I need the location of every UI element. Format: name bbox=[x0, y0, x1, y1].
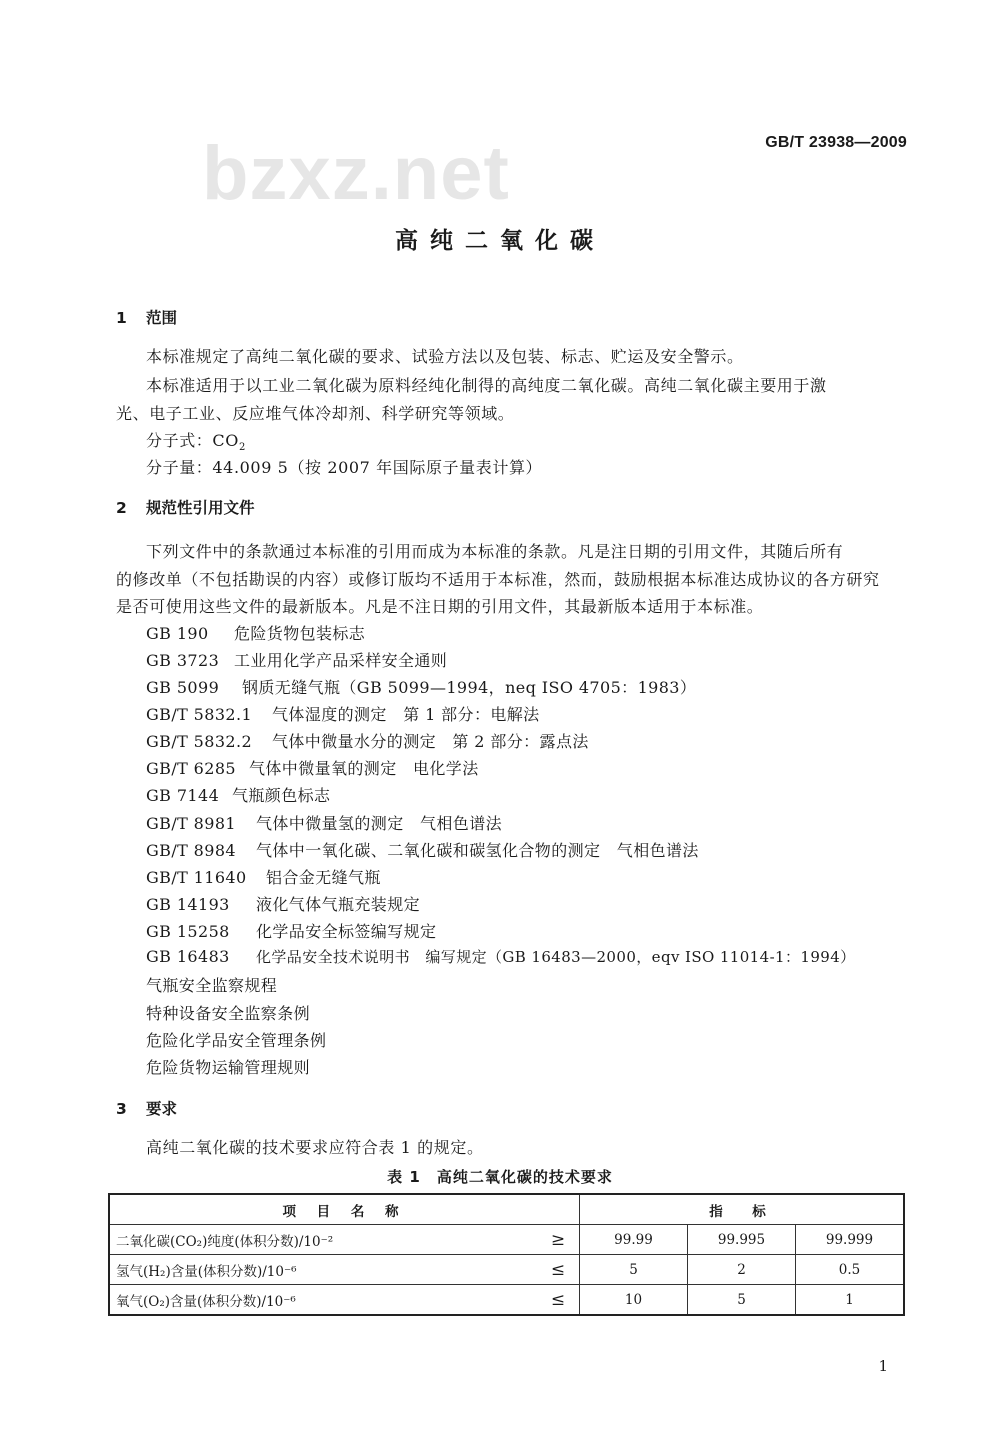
reference-code: GB/T 8981 bbox=[146, 814, 237, 833]
reference-code: GB 15258 bbox=[146, 922, 230, 941]
reference-code: GB/T 8984 bbox=[146, 841, 237, 860]
reference-title: 化学品安全技术说明书 编写规定（GB 16483—2000，eqv ISO 11014-1：1994） bbox=[256, 948, 856, 966]
scope-para-2-line-1: 本标准适用于以工业二氧化碳为原料经纯化制得的高纯度二氧化碳。高纯二氧化碳主要用于激 bbox=[146, 376, 827, 395]
reference-item bbox=[146, 648, 447, 671]
row-value: 2 bbox=[688, 1255, 796, 1285]
row-value: 99.99 bbox=[580, 1225, 688, 1255]
reference-title: 铝合金无缝气瓶 bbox=[266, 868, 381, 887]
row-value: 10 bbox=[580, 1285, 688, 1316]
reference-code: GB/T 11640 bbox=[146, 868, 247, 887]
reference-title: 工业用化学产品采样安全通则 bbox=[234, 651, 448, 670]
watermark: bzxz.net bbox=[202, 131, 510, 216]
requirements-intro: 高纯二氧化碳的技术要求应符合表 1 的规定。 bbox=[146, 1138, 484, 1157]
table-row bbox=[109, 1225, 904, 1255]
reference-title: 化学品安全标签编写规定 bbox=[256, 922, 437, 941]
formula-label: 分子式： bbox=[146, 431, 213, 450]
reference-item bbox=[146, 783, 330, 806]
section-title: 范围 bbox=[146, 309, 178, 327]
formula-co: CO bbox=[212, 431, 239, 450]
reference-title: 气体中微量氢的测定 气相色谱法 bbox=[256, 814, 503, 833]
regulation-item: 危险货物运输管理规则 bbox=[146, 1058, 311, 1077]
page-number: 1 bbox=[878, 1357, 888, 1375]
row-symbol: ≤ bbox=[537, 1255, 580, 1285]
reference-item bbox=[146, 702, 540, 725]
standard-number: GB/T 23938—2009 bbox=[765, 134, 907, 151]
reference-code: GB 5099 bbox=[146, 678, 220, 697]
document-title: 高纯二氧化碳 bbox=[395, 228, 605, 254]
row-item: 氢气(H₂)含量(体积分数)/10⁻⁶ bbox=[109, 1255, 537, 1285]
section-heading-requirements bbox=[116, 1097, 177, 1119]
row-value: 1 bbox=[796, 1285, 905, 1316]
reference-code: GB/T 5832.2 bbox=[146, 732, 253, 751]
reference-item bbox=[146, 811, 502, 834]
section-heading-normative bbox=[116, 496, 255, 518]
reference-title: 气瓶颜色标志 bbox=[232, 786, 331, 805]
reference-code: GB 16483 bbox=[146, 947, 230, 966]
row-symbol: ≤ bbox=[537, 1285, 580, 1316]
reference-code: GB/T 6285 bbox=[146, 759, 237, 778]
table-row bbox=[109, 1255, 904, 1285]
reference-item bbox=[146, 865, 381, 888]
normative-intro-line-3: 是否可使用这些文件的最新版本。凡是不注日期的引用文件，其最新版本适用于本标准。 bbox=[116, 597, 764, 616]
reference-code: GB 190 bbox=[146, 624, 209, 643]
reference-item bbox=[146, 946, 856, 967]
regulation-item: 气瓶安全监察规程 bbox=[146, 976, 278, 995]
scope-para-1: 本标准规定了高纯二氧化碳的要求、试验方法以及包装、标志、贮运及安全警示。 bbox=[146, 347, 744, 366]
reference-item bbox=[146, 892, 420, 915]
reference-title: 气体中微量水分的测定 第 2 部分：露点法 bbox=[272, 732, 589, 751]
requirements-table bbox=[108, 1193, 905, 1316]
table-header-row bbox=[109, 1194, 904, 1225]
reference-item bbox=[146, 729, 589, 752]
reference-code: GB 7144 bbox=[146, 786, 220, 805]
molecular-weight: 分子量：44.009 5（按 2007 年国际原子量表计算） bbox=[146, 458, 543, 477]
row-value: 99.999 bbox=[796, 1225, 905, 1255]
reference-item bbox=[146, 919, 436, 942]
row-value: 5 bbox=[580, 1255, 688, 1285]
row-item: 氧气(O₂)含量(体积分数)/10⁻⁶ bbox=[109, 1285, 537, 1316]
row-symbol: ≥ bbox=[537, 1225, 580, 1255]
row-value: 99.995 bbox=[688, 1225, 796, 1255]
reference-item bbox=[146, 756, 479, 779]
reference-title: 钢质无缝气瓶（GB 5099—1994，neq ISO 4705：1983） bbox=[242, 678, 697, 697]
reference-item bbox=[146, 621, 365, 644]
column-header-item: 项 目 名 称 bbox=[109, 1194, 580, 1225]
reference-title: 气体中一氧化碳、二氧化碳和碳氢化合物的测定 气相色谱法 bbox=[256, 841, 699, 860]
section-number: 3 bbox=[116, 1100, 127, 1118]
normative-intro-line-2: 的修改单（不包括勘误的内容）或修订版均不适用于本标准，然而，鼓励根据本标准达成协议的各方研究 bbox=[116, 570, 880, 589]
reference-code: GB 14193 bbox=[146, 895, 230, 914]
reference-code: GB/T 5832.1 bbox=[146, 705, 253, 724]
formula-subscript: 2 bbox=[238, 442, 246, 454]
section-number: 1 bbox=[116, 309, 127, 327]
regulation-item: 特种设备安全监察条例 bbox=[146, 1004, 311, 1023]
normative-intro-line-1: 下列文件中的条款通过本标准的引用而成为本标准的条款。凡是注日期的引用文件，其随后所有 bbox=[146, 542, 844, 561]
section-heading-scope bbox=[116, 306, 177, 328]
reference-item bbox=[146, 675, 696, 698]
regulation-item: 危险化学品安全管理条例 bbox=[146, 1031, 327, 1050]
row-item: 二氧化碳(CO₂)纯度(体积分数)/10⁻² bbox=[109, 1225, 537, 1255]
reference-item bbox=[146, 838, 699, 861]
reference-title: 气体湿度的测定 第 1 部分：电解法 bbox=[272, 705, 540, 724]
section-number: 2 bbox=[116, 499, 127, 517]
section-title: 要求 bbox=[146, 1100, 178, 1118]
table-row bbox=[109, 1285, 904, 1316]
row-value: 5 bbox=[688, 1285, 796, 1316]
column-header-index: 指 标 bbox=[580, 1194, 905, 1225]
scope-para-2-line-2: 光、电子工业、反应堆气体冷却剂、科学研究等领域。 bbox=[116, 404, 515, 423]
reference-title: 液化气体气瓶充装规定 bbox=[256, 895, 421, 914]
row-value: 0.5 bbox=[796, 1255, 905, 1285]
reference-title: 危险货物包装标志 bbox=[234, 624, 366, 643]
section-title: 规范性引用文件 bbox=[146, 499, 255, 517]
table-caption: 表 1 高纯二氧化碳的技术要求 bbox=[387, 1168, 613, 1186]
reference-code: GB 3723 bbox=[146, 651, 220, 670]
reference-title: 气体中微量氧的测定 电化学法 bbox=[249, 759, 479, 778]
